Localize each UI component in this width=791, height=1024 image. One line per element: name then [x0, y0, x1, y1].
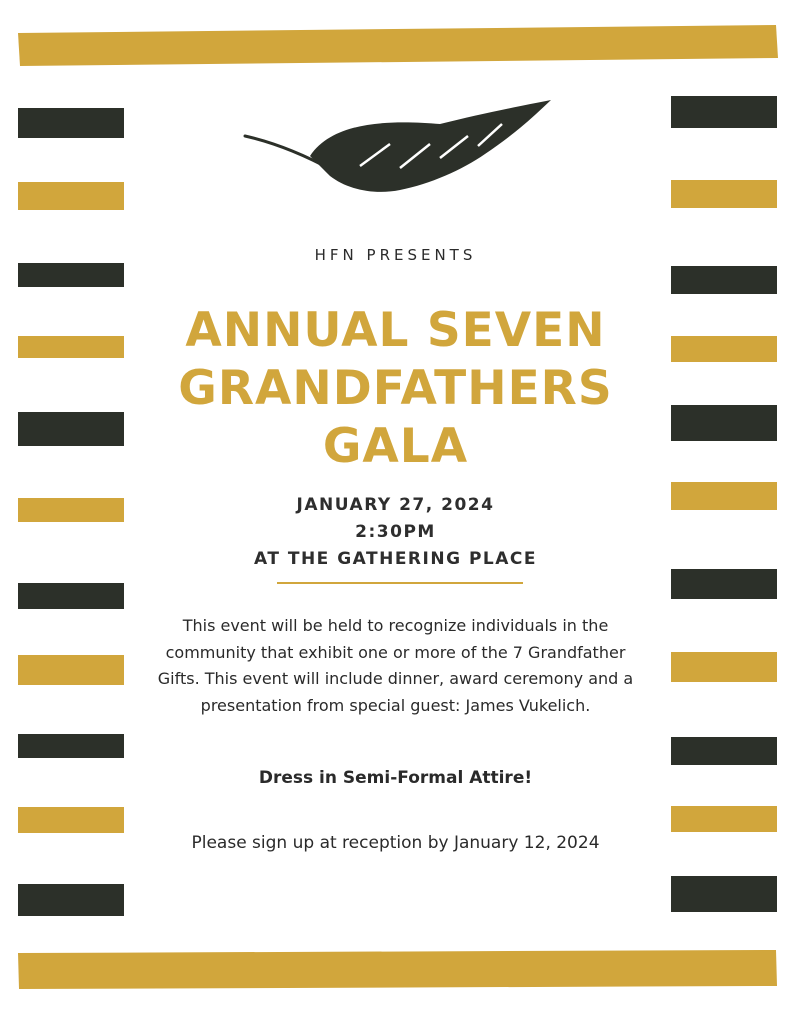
left-stripes — [18, 108, 124, 916]
left-stripe — [18, 412, 124, 446]
right-stripe — [671, 569, 777, 599]
right-stripe — [671, 652, 777, 682]
flyer-content — [130, 0, 661, 1024]
right-stripe — [671, 96, 777, 128]
event-time: 2:30PM — [355, 522, 436, 542]
presents-heading: HFN PRESENTS — [314, 246, 477, 264]
signup-note: Please sign up at reception by January 12, 2024 — [191, 833, 600, 853]
dress-code: Dress in Semi-Formal Attire! — [258, 768, 533, 788]
right-stripe — [671, 266, 777, 294]
left-stripe — [18, 734, 124, 758]
event-description: This event will be held to recognize individuals in the community that exhibit one or more of the 7 Grandfather Gifts. This event will include dinner, award ceremony and a presentation from special guest: James Vukelich. — [157, 616, 634, 715]
right-stripe — [671, 405, 777, 441]
divider — [277, 582, 523, 584]
left-stripe — [18, 182, 124, 210]
right-stripe — [671, 180, 777, 208]
right-stripe — [671, 482, 777, 510]
right-stripe — [671, 336, 777, 362]
left-stripe — [18, 108, 124, 138]
left-stripe — [18, 807, 124, 833]
left-stripe — [18, 498, 124, 522]
right-stripe — [671, 876, 777, 912]
event-location: AT THE GATHERING PLACE — [254, 549, 537, 569]
left-stripe — [18, 336, 124, 358]
title-line-3: GALA — [322, 419, 469, 474]
right-stripe — [671, 806, 777, 832]
event-details — [130, 492, 661, 573]
title-line-1: ANNUAL SEVEN — [185, 303, 606, 358]
title-line-2: GRANDFATHERS — [178, 361, 613, 416]
left-stripe — [18, 655, 124, 685]
event-date: JANUARY 27, 2024 — [296, 495, 495, 515]
left-stripe — [18, 583, 124, 609]
right-stripe — [671, 737, 777, 765]
left-stripe — [18, 884, 124, 916]
right-stripes — [671, 96, 777, 912]
event-title — [130, 302, 661, 476]
left-stripe — [18, 263, 124, 287]
